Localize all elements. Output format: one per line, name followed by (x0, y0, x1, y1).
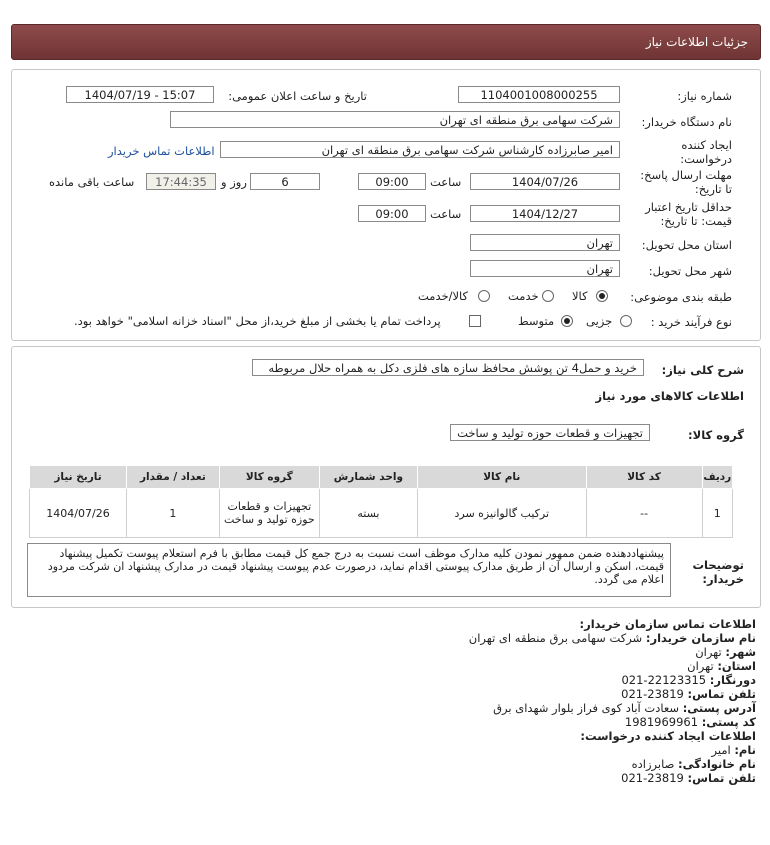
days-label: روز و (221, 175, 247, 189)
contact-phone-line (621, 687, 756, 701)
goods-group-field: تجهیزات و قطعات حوزه تولید و ساخت (450, 424, 650, 441)
col-unit: واحد شمارش (319, 466, 417, 489)
contact-province: تهران (687, 659, 714, 673)
creator-family-label: نام خانوادگی: (678, 757, 756, 771)
contact-address-label: آدرس پستی: (682, 701, 756, 715)
creator-label-2: درخواست: (680, 152, 732, 166)
contact-postal-line (625, 715, 756, 729)
payment-note: پرداخت تمام یا بخشی از مبلغ خرید،از محل "اسناد خزانه اسلامی" خواهد بود. (74, 314, 441, 328)
contact-fax-line (621, 673, 756, 687)
category-radio-goods[interactable] (596, 290, 608, 302)
page-header (11, 24, 761, 60)
city-field: تهران (470, 260, 620, 277)
creator-phone-label: تلفن تماس: (687, 771, 756, 785)
reply-deadline-label-2: تا تاریخ: (694, 182, 732, 196)
category-option-both: کالا/خدمت (418, 289, 469, 303)
category-radio-service[interactable] (542, 290, 554, 302)
province-field: تهران (470, 234, 620, 251)
process-radio-minor[interactable] (620, 315, 632, 327)
table-header-row (30, 466, 733, 489)
remaining-time-label: ساعت باقی مانده (49, 175, 135, 189)
contact-org-label: نام سازمان خریدار: (645, 631, 756, 645)
days-field: 6 (250, 173, 320, 190)
city-label: شهر محل تحویل: (648, 264, 732, 278)
category-option-service: خدمت (508, 289, 539, 303)
col-goods-name: نام کالا (417, 466, 586, 489)
col-need-date: تاریخ نیاز (30, 466, 127, 489)
cell-goods-name: ترکیب گالوانیزه سرد (417, 489, 586, 538)
price-validity-label: حداقل تاریخ اعتبار (645, 200, 732, 214)
process-radio-medium[interactable] (561, 315, 573, 327)
announce-field: 1404/07/19 - 15:07 (66, 86, 214, 103)
reply-time-label: ساعت (430, 175, 462, 189)
col-goods-code: کد کالا (586, 466, 702, 489)
contact-phone: 23819-021 (621, 687, 684, 701)
contact-province-label: استان: (717, 659, 756, 673)
category-label: طبقه بندی موضوعی: (630, 290, 732, 304)
buyer-contact-link[interactable]: اطلاعات تماس خریدار (108, 144, 215, 158)
creator-name-line (712, 743, 757, 757)
reply-deadline-label: مهلت ارسال پاسخ: (640, 168, 732, 182)
remaining-time-field: 17:44:35 (146, 173, 216, 190)
process-option-minor: جزیی (586, 314, 613, 328)
creator-field: امیر صابرزاده کارشناس شرکت سهامی برق منطقه ای تهران (220, 141, 620, 158)
contact-org-line (469, 631, 756, 645)
creator-family-line (632, 757, 756, 771)
contact-province-line (687, 659, 756, 673)
cell-need-date: 1404/07/26 (30, 489, 127, 538)
notes-label-2: خریدار: (702, 572, 744, 586)
process-option-medium: متوسط (518, 314, 555, 328)
process-label: نوع فرآیند خرید : (650, 315, 732, 329)
col-quantity: تعداد / مقدار (127, 466, 220, 489)
contact-postal: 1981969961 (624, 715, 699, 729)
province-label: استان محل تحویل: (641, 238, 732, 252)
validity-time-label: ساعت (430, 207, 462, 221)
price-validity-label-2: قیمت: تا تاریخ: (660, 214, 732, 228)
validity-date-field: 1404/12/27 (470, 205, 620, 222)
cell-row-number: 1 (702, 489, 732, 538)
treasury-checkbox[interactable] (469, 315, 481, 327)
reply-date-field: 1404/07/26 (470, 173, 620, 190)
contact-org: شرکت سهامی برق منطقه ای تهران (468, 631, 643, 645)
buyer-org-label: نام دستگاه خریدار: (641, 115, 732, 129)
cell-quantity: 1 (127, 489, 220, 538)
col-goods-group: گروه کالا (219, 466, 319, 489)
creator-info-title: اطلاعات ایجاد کننده درخواست: (580, 729, 756, 743)
notes-field: پیشنهاددهنده ضمن ممهور نمودن کلیه مدارک موظف است نسبت به درج جمع کل قیمت مطابق با فرم استعلام پیوست تکمیل پیشنهاد قیمت، اسکن و ارسال آن از طریق مدارک پیوستی اقدام نماید، درصورت عدم پیوست پیشنهاد قیمت در مدارک پیشنهاد ان شرکت مردود اعلام می گردد. (27, 543, 671, 597)
goods-info-title: اطلاعات کالاهای مورد نیاز (595, 389, 744, 403)
buyer-org-field: شرکت سهامی برق منطقه ای تهران (170, 111, 620, 128)
contact-fax-label: دورنگار: (709, 673, 756, 687)
col-row-number: ردیف (702, 466, 732, 489)
creator-phone: 23819-021 (621, 771, 684, 785)
summary-label: شرح کلی نیاز: (661, 363, 744, 377)
contact-city-label: شهر: (725, 645, 756, 659)
creator-family: صابرزاده (631, 757, 675, 771)
notes-label: توضیحات (692, 558, 744, 572)
contact-city: تهران (695, 645, 722, 659)
contact-address-line (493, 701, 756, 715)
category-radio-both[interactable] (478, 290, 490, 302)
validity-time-field: 09:00 (358, 205, 426, 222)
creator-name-label: نام: (734, 743, 756, 757)
cell-unit: بسته (319, 489, 417, 538)
category-option-goods: کالا (572, 289, 588, 303)
contact-title: اطلاعات تماس سازمان خریدار: (579, 617, 756, 631)
table-row (30, 489, 733, 538)
contact-phone-label: تلفن تماس: (687, 687, 756, 701)
goods-table (29, 465, 733, 538)
need-number-field: 1104001008000255 (458, 86, 620, 103)
contact-city-line (695, 645, 756, 659)
creator-label: ایجاد کننده (681, 138, 732, 152)
summary-field: خرید و حمل4 تن پوشش محافظ سازه های فلزی دکل به همراه حلال مربوطه (252, 359, 644, 376)
announce-label: تاریخ و ساعت اعلان عمومی: (228, 89, 367, 103)
cell-goods-group: تجهیزات و قطعات حوزه تولید و ساخت (219, 489, 319, 538)
cell-goods-code: -- (586, 489, 702, 538)
creator-name: امیر (711, 743, 731, 757)
page-title: جزئیات اطلاعات نیاز (645, 35, 748, 49)
contact-address: سعادت آباد کوی فراز بلوار شهدای برق (493, 701, 680, 715)
contact-fax: 22123315-021 (621, 673, 707, 687)
contact-postal-label: کد پستی: (701, 715, 756, 729)
need-number-label: شماره نیاز: (677, 89, 732, 103)
goods-group-label: گروه کالا: (688, 428, 744, 442)
creator-phone-line (621, 771, 756, 785)
reply-time-field: 09:00 (358, 173, 426, 190)
